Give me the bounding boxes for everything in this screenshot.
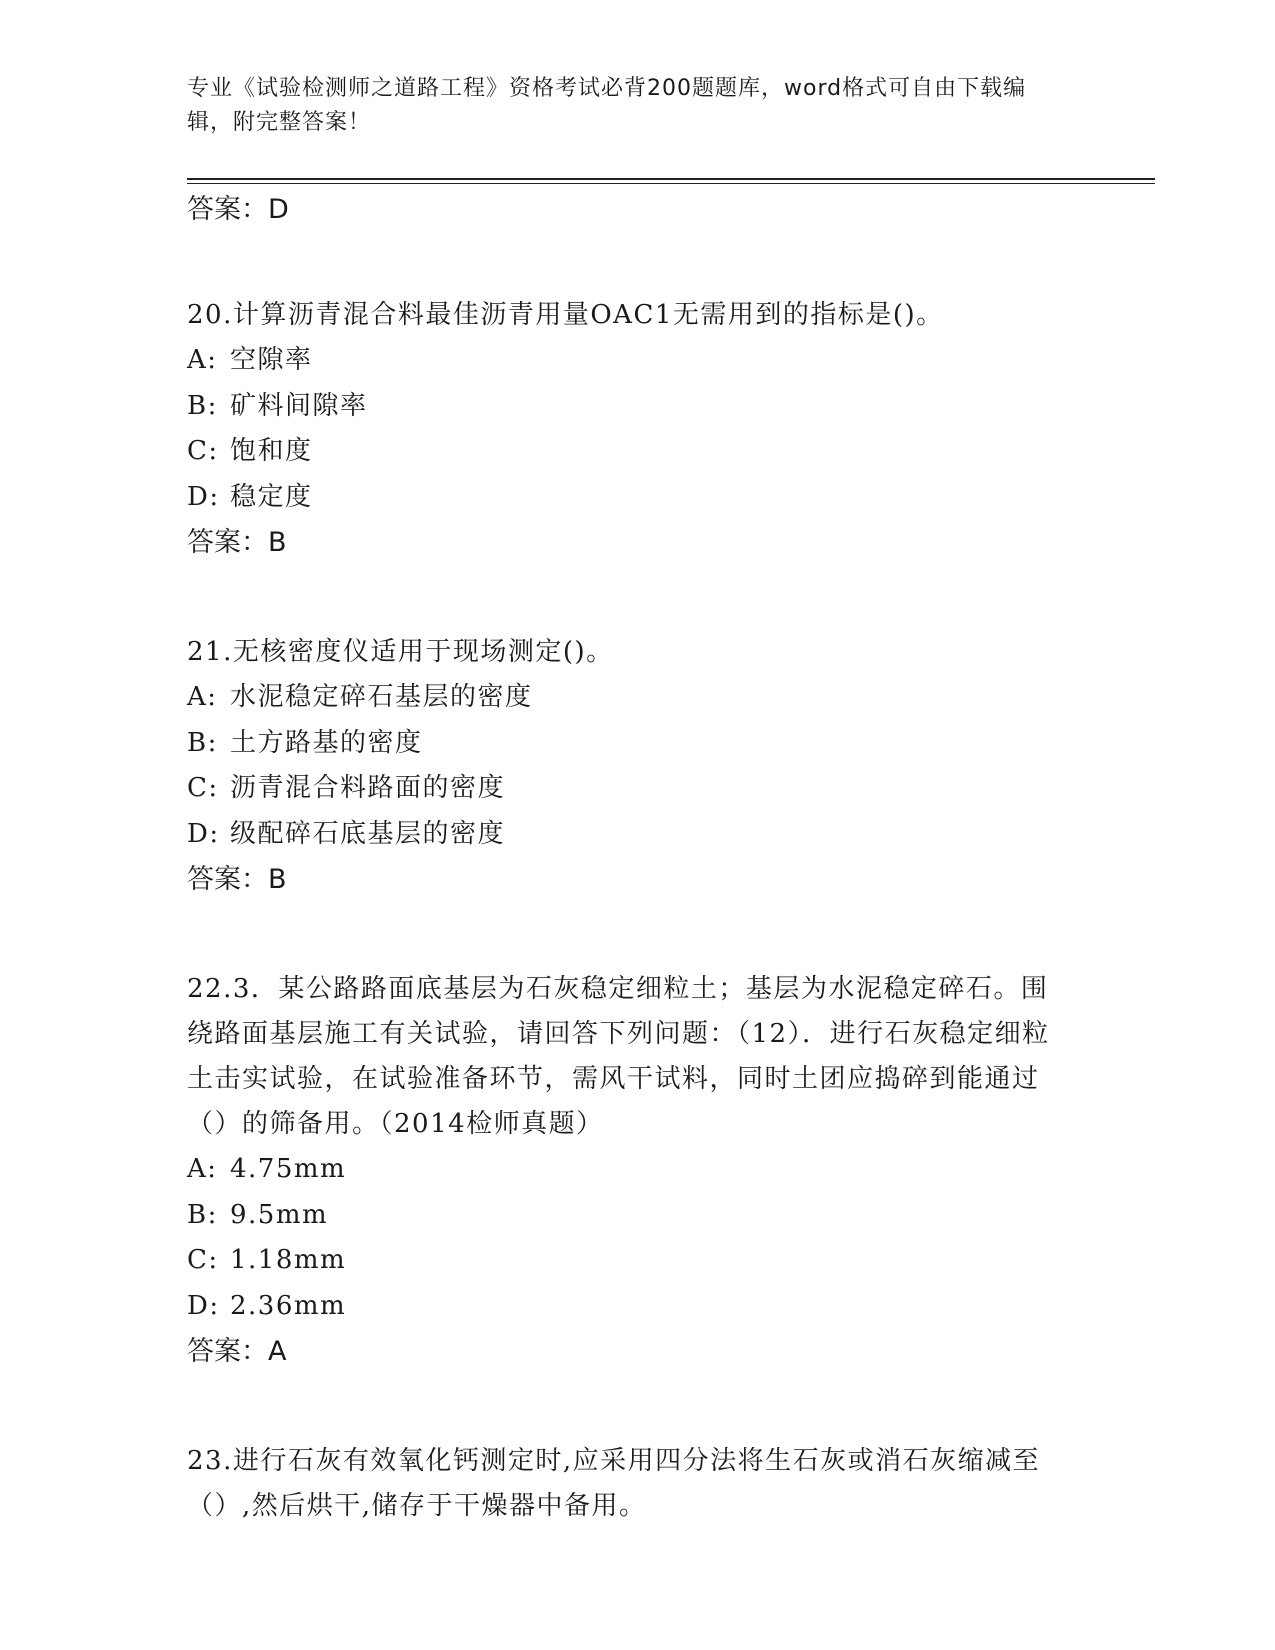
option-text: 1.18mm (230, 1245, 347, 1275)
option-text: 饱和度 (230, 436, 313, 466)
answer: 答案：B (187, 527, 287, 558)
option-b (187, 384, 1087, 430)
question-text: 21.无核密度仪适用于现场测定()。 (187, 637, 614, 667)
question-text: 22.3．某公路路面底基层为石灰稳定细粒土；基层为水泥稳定碎石。围绕路面基层施工有关试验，请回答下列问题：（12）．进行石灰稳定细粒土击实试验，在试验准备环节，需风干试料，同时土团应捣碎到能通过（）的筛备用。（2014检师真题） (187, 974, 1050, 1139)
option-label: D: (187, 818, 220, 849)
answer: 答案：B (187, 864, 287, 895)
option-a (187, 338, 1087, 384)
option-d (187, 812, 1087, 858)
option-text: 2.36mm (230, 1290, 347, 1321)
question-text: 23.进行石灰有效氧化钙测定时,应采用四分法将生石灰或消石灰缩减至（）,然后烘干,储存于干燥器中备用。 (187, 1446, 1041, 1521)
question-list (187, 187, 1087, 1529)
option-c (187, 766, 1087, 812)
option-label: C: (187, 773, 219, 803)
option-d (187, 475, 1087, 521)
option-a (187, 675, 1087, 721)
answer: 答案：A (187, 1336, 287, 1367)
option-text: 水泥稳定碎石基层的密度 (230, 682, 533, 712)
option-label: D: (187, 1290, 220, 1321)
option-text: 稳定度 (230, 481, 313, 512)
option-label: C: (187, 436, 219, 466)
question-23 (187, 1439, 1087, 1529)
question-22 (187, 967, 1087, 1375)
question-20 (187, 293, 1087, 566)
option-label: A: (187, 1154, 218, 1184)
option-d (187, 1284, 1087, 1330)
option-label: B: (187, 1199, 218, 1230)
option-text: 级配碎石底基层的密度 (230, 818, 506, 849)
answer-prev: 答案：D (187, 194, 289, 225)
option-label: A: (187, 682, 218, 712)
option-b (187, 721, 1087, 767)
option-a (187, 1147, 1087, 1193)
option-label: B: (187, 727, 218, 758)
option-c (187, 1238, 1087, 1284)
option-text: 矿料间隙率 (230, 390, 368, 421)
option-text: 土方路基的密度 (230, 727, 423, 758)
question-text: 20.计算沥青混合料最佳沥青用量OAC1无需用到的指标是()。 (187, 300, 944, 330)
option-label: A: (187, 345, 218, 375)
page-header: 专业《试验检测师之道路工程》资格考试必背200题题库，word格式可自由下载编辑，附完整答案！ (187, 76, 1027, 135)
option-b (187, 1193, 1087, 1239)
option-text: 4.75mm (230, 1154, 347, 1184)
header-rule-thin (187, 183, 1155, 184)
option-text: 空隙率 (230, 345, 313, 375)
question-21 (187, 630, 1087, 903)
option-label: C: (187, 1245, 219, 1275)
option-label: D: (187, 481, 220, 512)
option-text: 沥青混合料路面的密度 (230, 773, 506, 803)
option-c (187, 429, 1087, 475)
option-label: B: (187, 390, 218, 421)
option-text: 9.5mm (230, 1199, 329, 1230)
header-rule-thick (187, 178, 1155, 180)
